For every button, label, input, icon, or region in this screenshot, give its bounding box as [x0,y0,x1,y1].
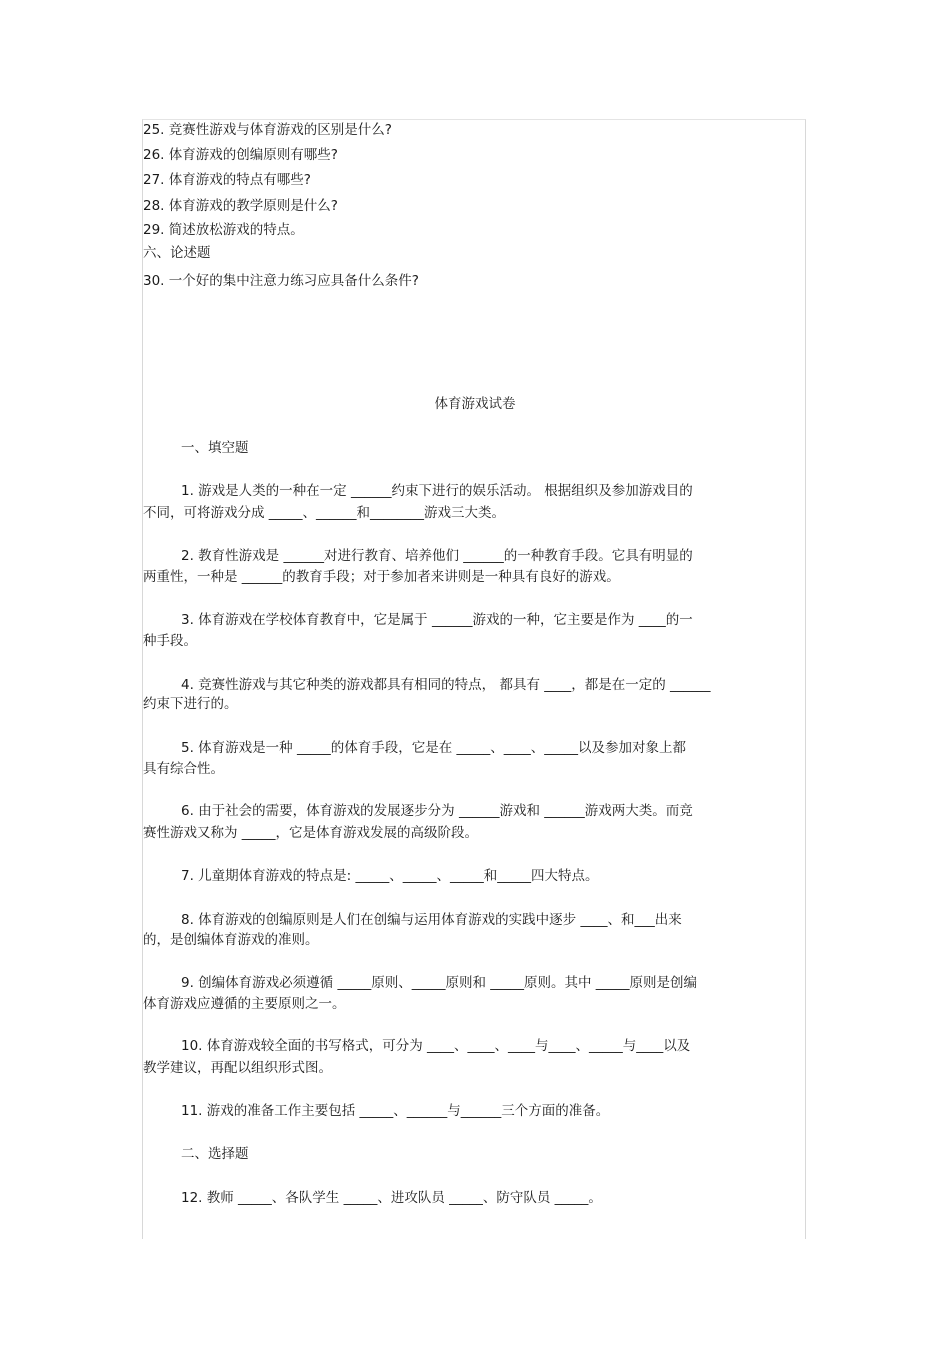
fill-question-10-line2: 教学建议，再配以组织形式图。 [143,1060,332,1076]
question-25: 25. 竞赛性游戏与体育游戏的区别是什么? [143,122,392,138]
section-one-heading: 一、填空题 [181,440,249,456]
exam-title: 体育游戏试卷 [434,396,516,412]
fill-question-8-line2: 的，是创编体育游戏的准则。 [143,932,319,948]
fill-question-5-line2: 具有综合性。 [143,761,224,777]
fill-question-7: 7. 儿童期体育游戏的特点是: _____、_____、_____和_____四大特点。 [181,868,599,884]
question-26: 26. 体育游戏的创编原则有哪些? [143,147,338,163]
fill-question-2-line2: 两重性，一种是 ______的教育手段；对于参加者来讲则是一种具有良好的游戏。 [143,569,620,585]
question-29: 29. 简述放松游戏的特点。 [143,222,304,238]
fill-question-3-line2: 种手段。 [143,633,197,649]
section-six-heading: 六、论述题 [143,245,211,261]
question-30: 30. 一个好的集中注意力练习应具备什么条件? [143,273,419,289]
fill-question-1-line2: 不同，可将游戏分成 _____、______和________游戏三大类。 [143,505,506,521]
fill-question-11: 11. 游戏的准备工作主要包括 _____、______与______三个方面的准备。 [181,1103,610,1119]
section-two-heading: 二、选择题 [181,1146,249,1162]
fill-question-6-line1: 6. 由于社会的需要，体育游戏的发展逐步分为 ______游戏和 ______游戏两大类。而竞 [181,803,693,819]
fill-question-8-line1: 8. 体育游戏的创编原则是人们在创编与运用体育游戏的实践中逐步 ____、和___出来 [181,912,682,928]
fill-question-1-line1: 1. 游戏是人类的一种在一定 ______约束下进行的娱乐活动。 根据组织及参加游戏目的 [181,483,693,499]
question-28: 28. 体育游戏的教学原则是什么? [143,198,338,214]
fill-question-10-line1: 10. 体育游戏较全面的书写格式，可分为 ____、____、____与____、_____与____以及 [181,1038,691,1054]
fill-question-4-line1: 4. 竞赛性游戏与其它种类的游戏都具有相同的特点， 都具有 ____，都是在一定的 ______ [181,677,711,693]
fill-question-5-line1: 5. 体育游戏是一种 _____的体育手段，它是在 _____、____、_____以及参加对象上都 [181,740,687,756]
choice-question-12: 12. 教师 _____、各队学生 _____、进攻队员 _____、防守队员 _____。 [181,1190,602,1206]
fill-question-9-line1: 9. 创编体育游戏必须遵循 _____原则、_____原则和 _____原则。其中 _____原则是创编 [181,975,698,991]
fill-question-2-line1: 2. 教育性游戏是 ______对进行教育、培养他们 ______的一种教育手段。它具有明显的 [181,548,693,564]
fill-question-6-line2: 赛性游戏又称为 _____，它是体育游戏发展的高级阶段。 [143,825,479,841]
fill-question-3-line1: 3. 体育游戏在学校体育教育中，它是属于 ______游戏的一种，它主要是作为 ____的一 [181,612,693,628]
fill-question-4-line2: 约束下进行的。 [143,696,238,712]
fill-question-9-line2: 体育游戏应遵循的主要原则之一。 [143,996,346,1012]
question-27: 27. 体育游戏的特点有哪些? [143,172,311,188]
